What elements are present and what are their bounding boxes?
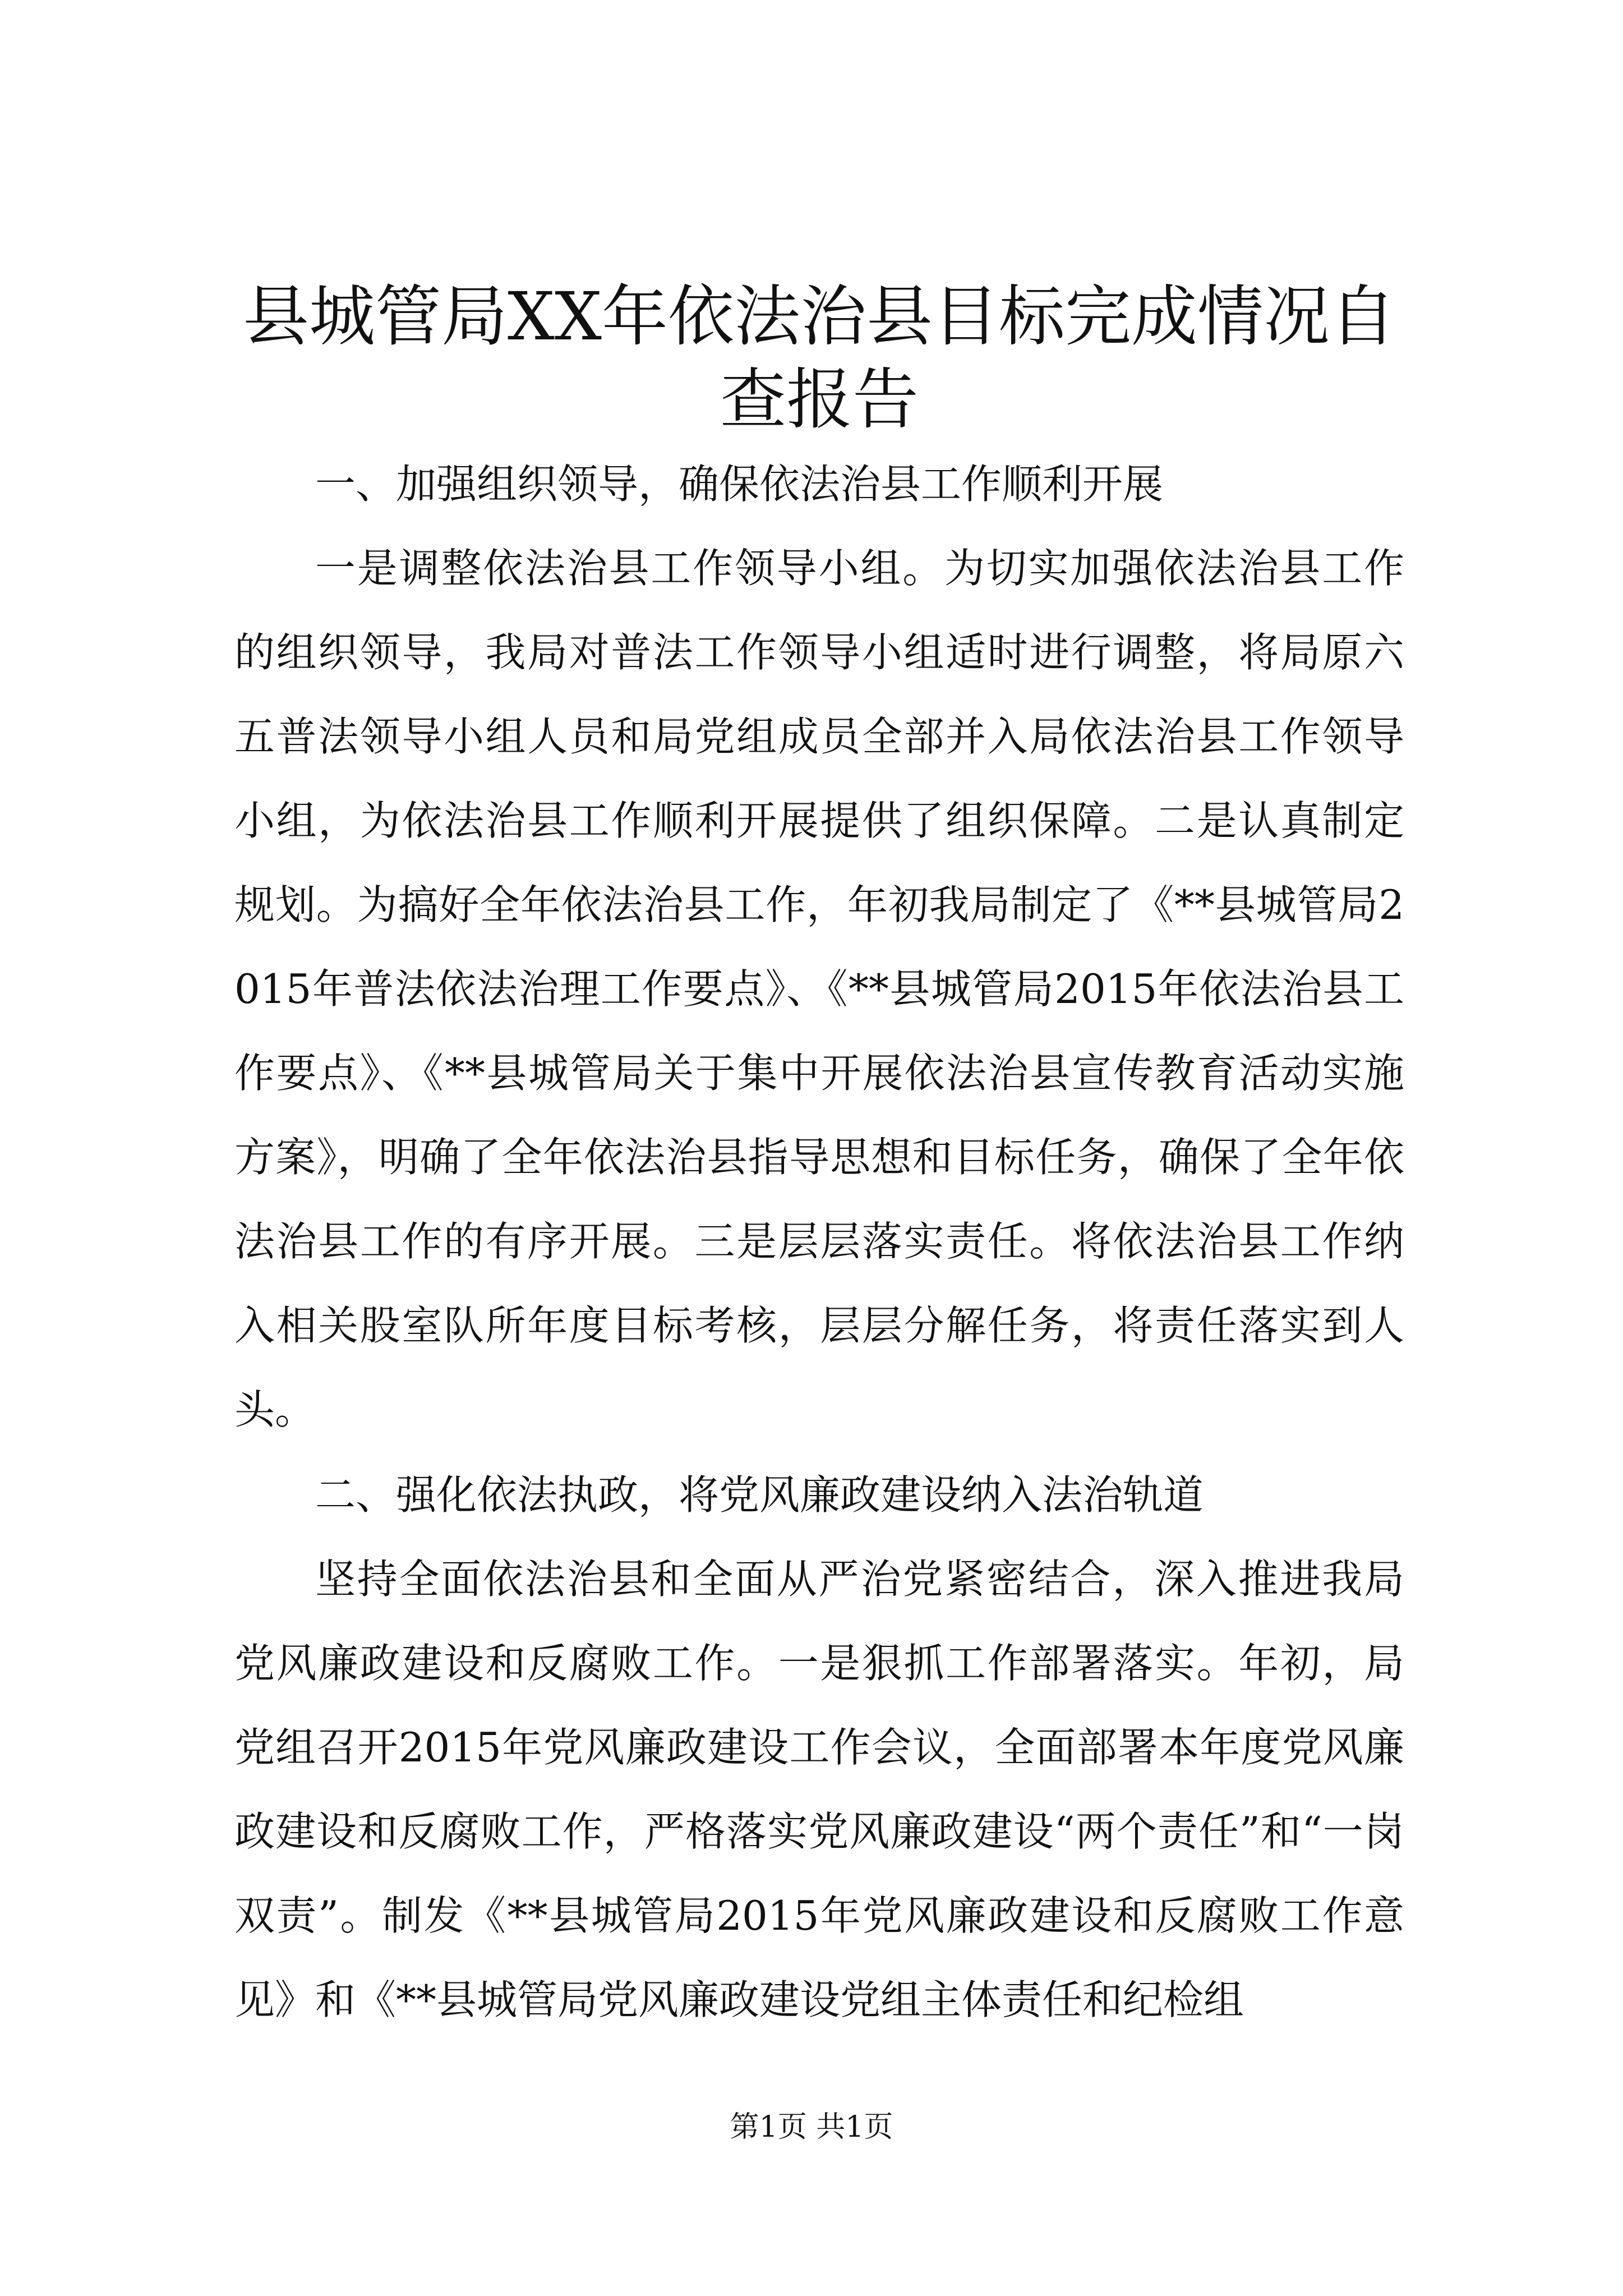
document-title: 县城管局XX年依法治县目标完成情况自查报告 (242, 278, 1396, 438)
page-footer: 第1页 共1页 (730, 2110, 893, 2144)
section-paragraph-1: 一是调整依法治县工作领导小组。为切实加强依法治县工作的组织领导，我局对普法工作领导小组适时进行调整，将局原六五普法领导小组人员和局党组成员全部并入局依法治县工作领导小组，为依法治县工作顺利开展提供了组织保障。二是认真制定规划。为搞好全年依法治县工作，年初我局制定了《**县城管局2015年普法依法治理工作要点》、《**县城管局2015年依法治县工作要点》、《**县城管局关于集中开展依法治县宣传教育活动实施方案》，明确了全年依法治县指导思想和目标任务，确保了全年依法治县工作的有序开展。三是层层落实责任。将依法治县工作纳入相关股室队所年度目标考核，层层分解任务，将责任落实到人头。 (234, 545, 1404, 1433)
section-heading-1: 一、加强组织领导，确保依法治县工作顺利开展 (315, 461, 1164, 508)
section-heading-2: 二、强化依法执政，将党风廉政建设纳入法治轨道 (315, 1471, 1204, 1519)
section-paragraph-2: 坚持全面依法治县和全面从严治党紧密结合，深入推进我局党风廉政建设和反腐败工作。一是狠抓工作部署落实。年初，局党组召开2015年党风廉政建设工作会议，全面部署本年度党风廉政建设和反腐败工作，严格落实党风廉政建设“两个责任”和“一岗双责”。制发《**县城管局2015年党风廉政建设和反腐败工作意见》和《**县城管局党风廉政建设党组主体责任和纪检组 (234, 1556, 1404, 2023)
document-body (234, 275, 1404, 2042)
